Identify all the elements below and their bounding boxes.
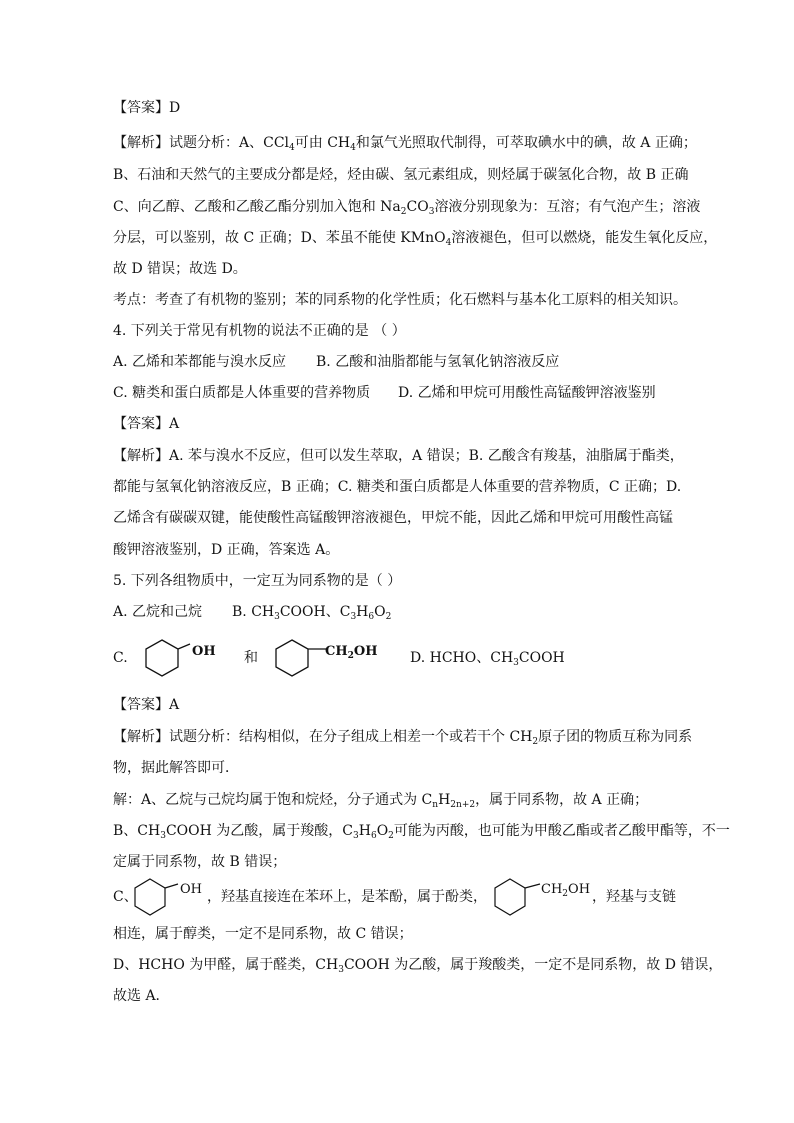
q4-option-d: D. 乙烯和甲烷可用酸性高锰酸钾溶液鉴别 <box>398 385 656 401</box>
analysis-q4-line4: 酸钾溶液鉴别，D 正确，答案选 A。 <box>113 542 340 558</box>
phenol-inline-structure-icon <box>130 876 180 918</box>
benzyl-inline-label: $CH_2OH$ <box>541 882 591 899</box>
phenol-structure-icon <box>140 636 192 680</box>
solution-line3: 定属于同系物，故 B 错误； <box>113 854 287 870</box>
benzyl-inline-structure-icon <box>490 876 546 918</box>
solution-line6: D、HCHO 为甲醛，属于醛类，$CH_3COOH$ 为乙酸，属于羧酸类，一定不是同系物，故 D 错误， <box>113 957 723 975</box>
analysis-q4-line1: 【解析】A. 苯与溴水不反应，但可以发生萃取，A 错误；B. 乙酸含有羧基，油脂属于酯类， <box>113 448 684 464</box>
q4-option-c: C. 糖类和蛋白质都是人体重要的营养物质 <box>113 385 371 401</box>
answer-label-q3: 【答案】D <box>113 100 181 116</box>
question-4: 4. 下列关于常见有机物的说法不正确的是 （ ） <box>113 323 406 339</box>
solution-line5: 相连，属于醇类，一定不是同系物，故 C 错误； <box>113 926 413 942</box>
q5-option-a: A. 乙烷和己烷 <box>113 604 203 620</box>
q5-option-c-label: C. <box>113 650 128 666</box>
q5-option-d: D. HCHO、$CH_3COOH$ <box>410 650 565 668</box>
answer-label-q4: 【答案】A <box>113 416 180 432</box>
q4-option-b: B. 乙酸和油脂都能与氢氧化钠溶液反应 <box>316 354 560 370</box>
solution-line1: 解：A、乙烷与己烷均属于饱和烷烃，分子通式为 $C_nH_{2n+2}$，属于同系物，故 A 正确； <box>113 792 649 810</box>
question-5: 5. 下列各组物质中，一定互为同系物的是（ ） <box>113 573 402 589</box>
solution-line7: 故选 A． <box>113 988 170 1004</box>
analysis-q3-line3: C、向乙醇、乙酸和乙酸乙酯分别加入饱和 $Na_2CO_3$溶液分别现象为：互溶；有气泡产生；溶液 <box>113 199 701 217</box>
phenol-inline-oh-label: OH <box>180 882 202 897</box>
answer-label-q5: 【答案】A <box>113 697 180 713</box>
solution-c-text1: ，羟基直接连在苯环上，是苯酚，属于酚类， <box>207 889 487 905</box>
analysis-q3-line5: 故 D 错误；故选 D。 <box>113 261 247 277</box>
q5-option-b: B. $CH_3COOH$、$C_3H_6O_2$ <box>232 604 392 622</box>
analysis-q5-line2: 物，据此解答即可． <box>113 760 239 776</box>
analysis-q4-line2: 都能与氢氧化钠溶液反应，B 正确；C. 糖类和蛋白质都是人体重要的营养物质，C 正确；D. <box>113 479 682 495</box>
analysis-q4-line3: 乙烯含有碳碳双键，能使酸性高锰酸钾溶液褪色，甲烷不能，因此乙烯和甲烷可用酸性高锰 <box>113 510 673 526</box>
benzyl-alcohol-structure-icon <box>272 636 328 680</box>
and-label: 和 <box>244 650 258 666</box>
q4-option-a: A. 乙烯和苯都能与溴水反应 <box>113 354 287 370</box>
analysis-q5-line1: 【解析】试题分析：结构相似，在分子组成上相差一个或若干个 $CH_2$原子团的物质互称为同系 <box>113 729 693 747</box>
analysis-q3-line2: B、石油和天然气的主要成分都是烃，烃由碳、氢元素组成，则烃属于碳氢化合物，故 B 正确 <box>113 167 689 183</box>
solution-line2: B、$CH_3COOH$ 为乙酸，属于羧酸，$C_3H_6O_2$可能为丙酸，也可能为甲酸乙酯或者乙酸甲酯等，不一 <box>113 823 730 841</box>
analysis-q3-line1: 【解析】试题分析：A、CCl$_4$可由 $CH_4$和氯气光照取代制得，可萃取碘水中的碘，故 A 正确； <box>113 135 697 153</box>
phenol-oh-label: OH <box>192 644 216 659</box>
analysis-q3-line4: 分层，可以鉴别，故 C 正确；D、苯虽不能使 KMnO$_4$溶液褪色，但可以燃烧，能发生氧化反应， <box>113 230 718 248</box>
benzyl-ch2oh-label: $CH_2OH$ <box>325 644 378 661</box>
solution-c-label: C、 <box>113 889 138 905</box>
solution-c-text2: ，羟基与支链 <box>592 889 676 905</box>
knowledge-point: 考点：考查了有机物的鉴别；苯的同系物的化学性质；化石燃料与基本化工原料的相关知识。 <box>113 292 687 308</box>
